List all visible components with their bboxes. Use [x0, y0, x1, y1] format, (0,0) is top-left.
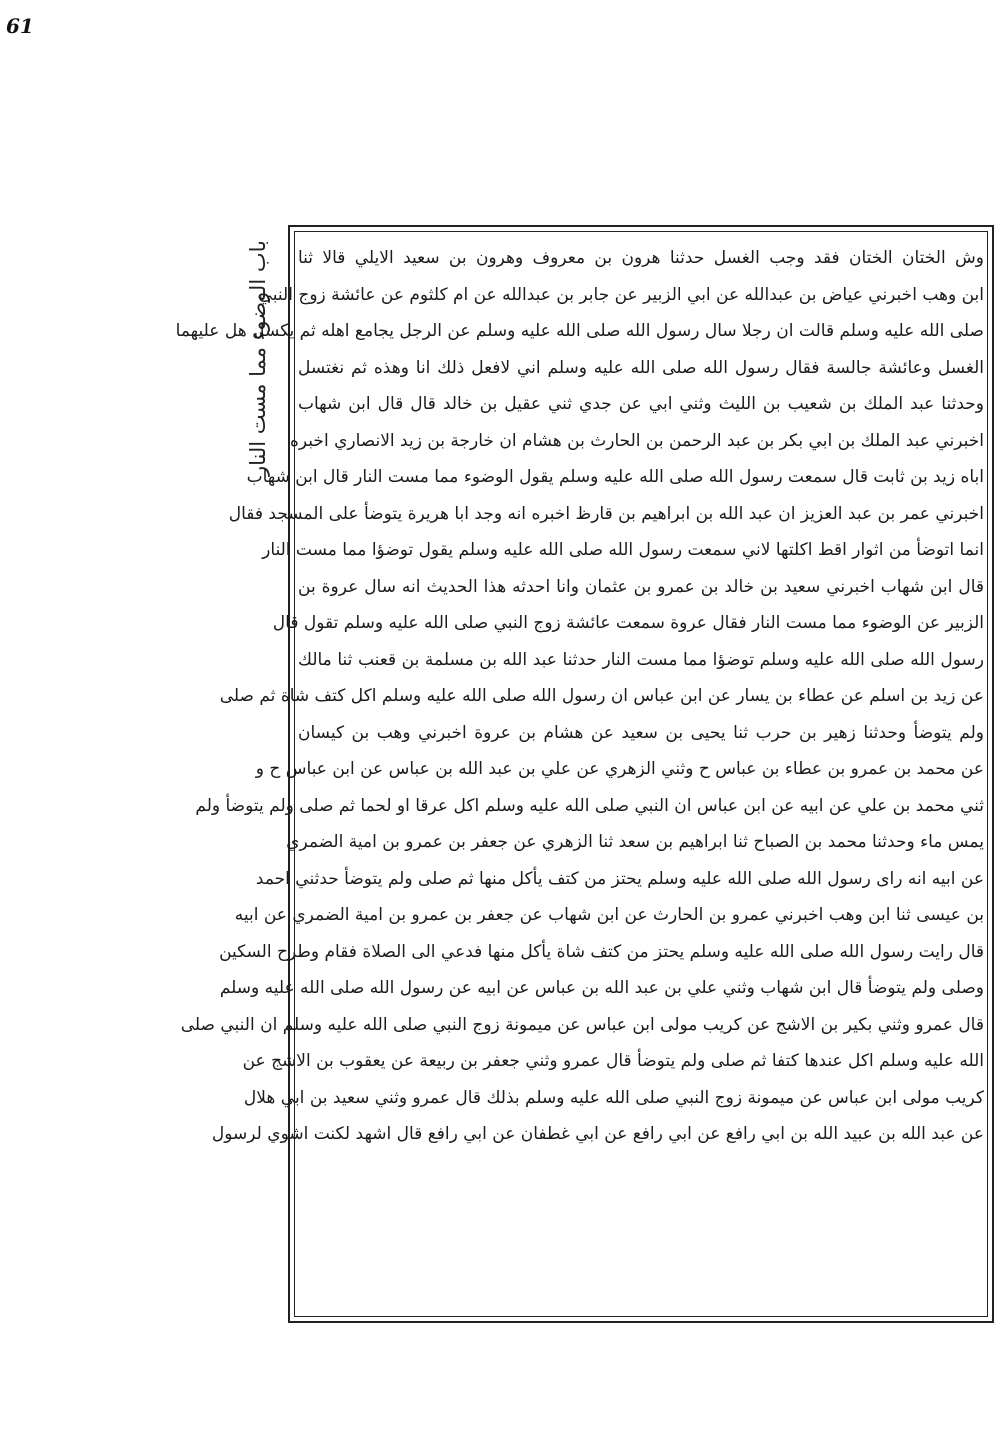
text-line: عن عبد الله بن عبيد الله بن ابي رافع عن ابي رافع عن ابي غطفان عن ابي رافع قال اشهد لكنت اشوي لرسول: [211, 1124, 984, 1144]
text-line: قال عمرو وثني بكير بن الاشج عن كريب مولى ابن عباس عن ميمونة زوج النبي صلى الله عليه وسلم ان النبي صلى: [180, 1014, 984, 1035]
text-line: وحدثنا عبد الملك بن شعيب بن الليث وثني ابي عن جدي ثني عقيل بن خالد قال قال ابن شهاب: [298, 394, 984, 414]
page-number: 61: [6, 14, 34, 38]
text-line: ابن وهب اخبرني عياض بن عبدالله عن ابي الزبير عن جابر بن عبدالله عن ام كلثوم عن عائشة زوج النبي: [258, 284, 984, 305]
text-line: صلى الله عليه وسلم قالت ان رجلا سال رسول الله صلى الله عليه وسلم عن الرجل يجامع اهله ثم يكسل هل عليهما: [175, 321, 984, 341]
text-line: كريب مولى ابن عباس عن ميمونة زوج النبي صلى الله عليه وسلم بذلك قال عمرو وثني سعيد بن ابي هلال: [243, 1087, 984, 1108]
text-line: عن ابيه انه راى رسول الله صلى الله عليه وسلم يحتز من كتف يأكل منها ثم صلى ولم يتوضأ حدثني احمد: [255, 868, 984, 889]
text-line: قال ابن شهاب اخبرني سعيد بن خالد بن عمرو بن عثمان وانا احدثه هذا الحديث انه سال عروة بن: [298, 576, 984, 597]
text-line: رسول الله صلى الله عليه وسلم توضؤا مما مست النار حدثنا عبد الله بن مسلمة بن قعنب ثنا مالك: [298, 649, 984, 670]
text-line: عن زيد بن اسلم عن عطاء بن يسار عن ابن عباس ان رسول الله صلى الله عليه وسلم اكل كتف شاة ثم صلى: [219, 686, 984, 706]
text-line: يمس ماء وحدثنا محمد بن الصباح ثنا ابراهيم بن سعد ثنا الزهري عن جعفر بن عمرو بن امية الضمري: [286, 832, 984, 852]
text-line: عن محمد بن عمرو بن عطاء بن عباس ح وثني الزهري عن علي بن عبد الله بن عباس عن ابن عباس ح و: [255, 759, 984, 779]
text-line: انما اتوضأ من اثوار اقط اكلتها لاني سمعت رسول الله صلى الله عليه وسلم يقول توضؤا مما مست النار: [262, 540, 984, 560]
text-line: اخبرني عمر بن عبد العزيز ان عبد الله بن ابراهيم بن قارظ اخبره انه وجد ابا هريرة يتوضأ على المسجد فقال: [228, 503, 984, 524]
margin-chapter-heading: باب الوضوء مما مست النار: [246, 240, 270, 476]
text-line: الغسل وعائشة جالسة فقال رسول الله صلى الله عليه وسلم اني لافعل ذلك انا وهذه ثم نغتسل: [298, 357, 984, 378]
text-line: وش الختان الختان فقد وجب الغسل حدثنا هرون بن معروف وهرون بن سعيد الايلي قالا ثنا: [298, 248, 984, 268]
text-line: ولم يتوضأ وحدثنا زهير بن حرب ثنا يحيى بن سعيد عن هشام بن عروة اخبرني وهب بن كيسان: [298, 722, 984, 743]
text-line: اخبرني عبد الملك بن ابي بكر بن عبد الرحمن بن الحارث بن هشام ان خارجة بن زيد الانصاري اخبره: [290, 430, 984, 451]
text-line: الله عليه وسلم اكل عندها كتفا ثم صلى ولم يتوضأ قال عمرو وثني جعفر بن ربيعة عن يعقوب بن الاشج عن: [242, 1051, 984, 1071]
text-line: قال رايت رسول الله صلى الله عليه وسلم يحتز من كتف شاة يأكل منها فدعي الى الصلاة فقام وطرح السكين: [219, 941, 984, 962]
text-line: بن عيسى ثنا ابن وهب اخبرني عمرو بن الحارث عن ابن شهاب عن جعفر بن عمرو بن امية الضمري عن ابيه: [234, 905, 984, 925]
text-line: الزبير عن الوضوء مما مست النار فقال عروة سمعت عائشة زوج النبي صلى الله عليه وسلم تقول قال: [272, 613, 984, 633]
text-line: اباه زيد بن ثابت قال سمعت رسول الله صلى الله عليه وسلم يقول الوضوء مما مست النار قال ابن شهاب: [246, 467, 984, 487]
text-line: وصلى ولم يتوضأ قال ابن شهاب وثني علي بن عبد الله بن عباس عن ابيه عن رسول الله صلى الله عليه وسلم: [219, 978, 984, 998]
text-line: ثني محمد بن علي عن ابيه عن ابن عباس ان النبي صلى الله عليه وسلم اكل عرقا او لحما ثم صلى ولم يتوضأ ولم: [195, 795, 984, 816]
